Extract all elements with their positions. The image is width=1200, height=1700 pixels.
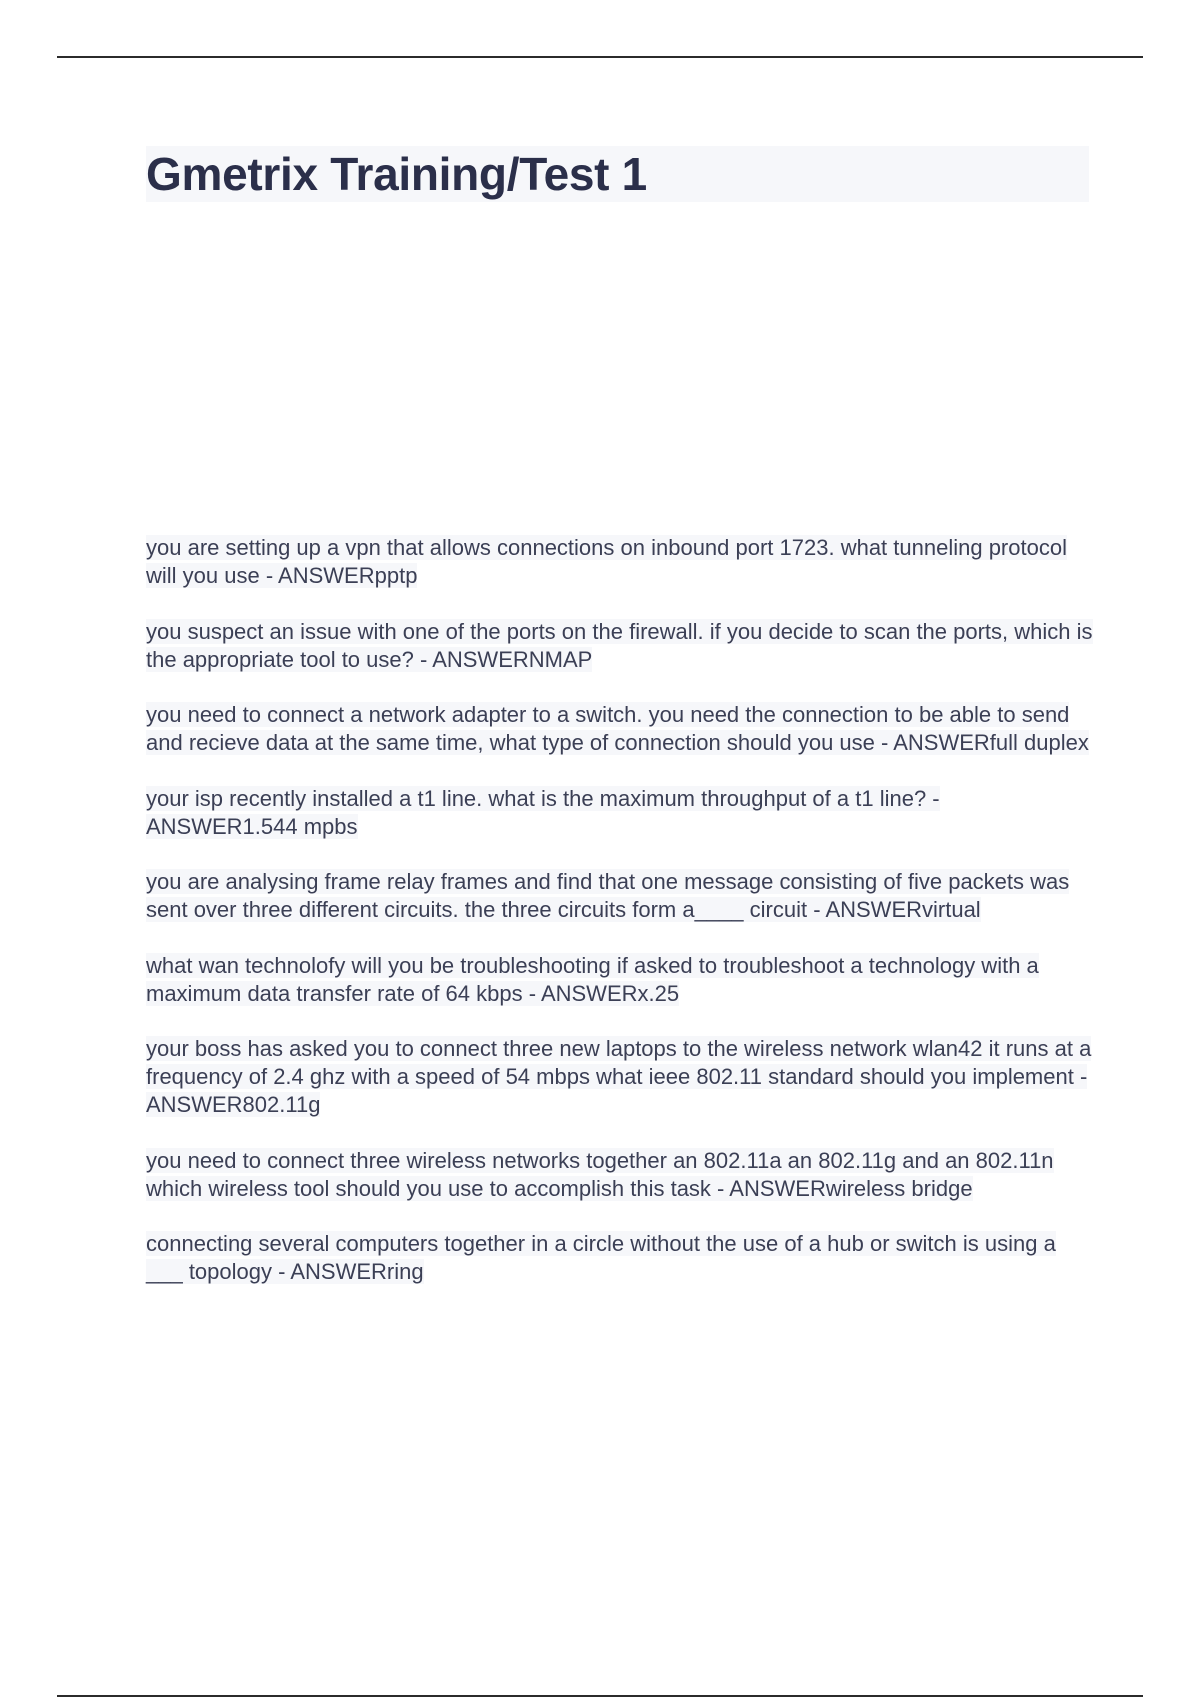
qa-list — [146, 534, 1096, 1314]
qa-text: what wan technolofy will you be troubleshooting if asked to troubleshoot a technology with a maximum data transfer rate of 64 kbps - ANSWERx.25 — [146, 952, 1039, 1006]
qa-text: you need to connect a network adapter to a switch. you need the connection to be able to send and recieve data at the same time, what type of connection should you use - ANSWERfull duplex — [146, 702, 1089, 755]
qa-item — [146, 701, 1096, 757]
qa-text: you need to connect three wireless networks together an 802.11a an 802.11g and an 802.11n which wireless tool should you use to accomplish this task - ANSWERwireless bridge — [146, 1147, 1054, 1201]
page-title: Gmetrix Training/Test 1 — [146, 148, 647, 200]
qa-item — [146, 785, 1096, 841]
qa-item — [146, 1035, 1096, 1119]
qa-item — [146, 618, 1096, 674]
qa-text: your isp recently installed a t1 line. what is the maximum throughput of a t1 line? - ANSWER1.544 mpbs — [146, 785, 940, 839]
bottom-divider — [57, 1695, 1143, 1697]
qa-text: you suspect an issue with one of the ports on the firewall. if you decide to scan the ports, which is the appropriate tool to use? - ANSWERNMAP — [146, 618, 1093, 672]
qa-item — [146, 1230, 1096, 1286]
qa-text: you are setting up a vpn that allows connections on inbound port 1723. what tunneling protocol will you use - ANSWERpptp — [146, 535, 1067, 588]
qa-item — [146, 1147, 1096, 1203]
qa-item — [146, 868, 1096, 924]
qa-text: your boss has asked you to connect three new laptops to the wireless network wlan42 it runs at a frequency of 2.4 ghz with a speed of 54 mbps what ieee 802.11 standard should you implement - ANSWER802.11g — [146, 1036, 1092, 1117]
top-divider — [57, 56, 1143, 58]
qa-text: connecting several computers together in a circle without the use of a hub or switch is using a ___ topology - ANSWERring — [146, 1231, 1056, 1284]
qa-item — [146, 952, 1096, 1008]
qa-item — [146, 534, 1096, 590]
qa-text: you are analysing frame relay frames and find that one message consisting of five packets was sent over three different circuits. the three circuits form a____ circuit - ANSWERvirtual — [146, 869, 1070, 922]
